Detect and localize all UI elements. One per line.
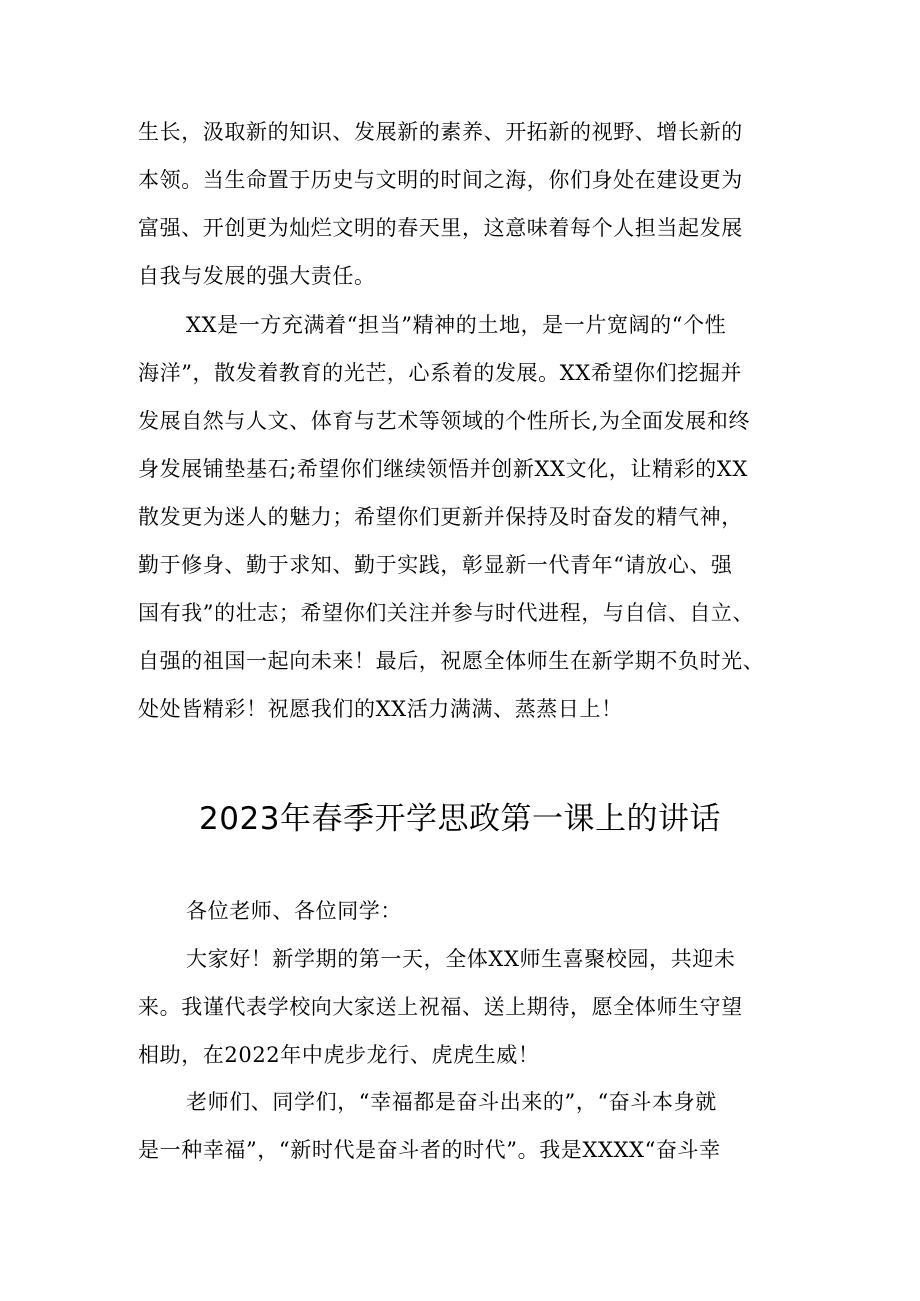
text-line: 来。我谨代表学校向大家送上祝福、送上期待，愿全体师生守望 [138, 995, 743, 1019]
text-line: 各位老师、各位同学： [186, 899, 402, 923]
paragraph-xx-hopes [138, 301, 794, 733]
text-line: 处处皆精彩！祝愿我们的XX活力满满、蒸蒸日上！ [138, 697, 623, 721]
text-line: 大家好！新学期的第一天，全体XX师生喜聚校园，共迎未 [186, 947, 736, 971]
text-line: 生长，汲取新的知识、发展新的素养、开拓新的视野、增长新的 [138, 120, 743, 144]
text-line: 是一种幸福”，“新时代是奋斗者的时代”。我是XXXX“奋斗幸 [138, 1138, 721, 1162]
text-line: 自我与发展的强大责任。 [138, 264, 376, 288]
text-line: 富强、开创更为灿烂文明的春天里，这意味着每个人担当起发展 [138, 216, 743, 240]
text-line: 自强的祖国一起向未来！最后，祝愿全体师生在新学期不负时光、 [138, 649, 765, 673]
greeting-paragraph [138, 887, 794, 935]
paragraph-welcome [138, 935, 794, 1079]
text-line: 本领。当生命置于历史与文明的时间之海，你们身处在建设更为 [138, 168, 743, 192]
text-line: 勤于修身、勤于求知、勤于实践，彰显新一代青年“请放心、强 [138, 553, 733, 577]
section-heading: 2023年春季开学思政第一课上的讲话 [199, 801, 721, 837]
text-line: 国有我”的壮志；希望你们关注并参与时代进程，与自信、自立、 [138, 601, 755, 625]
text-line: XX是一方充满着“担当”精神的土地，是一片宽阔的“个性 [186, 313, 727, 337]
text-line: 海洋”，散发着教育的光芒，心系着的发展。XX希望你们挖掘并 [138, 361, 743, 385]
paragraph-struggle [138, 1078, 794, 1174]
text-line: 老师们、同学们，“幸福都是奋斗出来的”，“奋斗本身就 [186, 1090, 717, 1114]
text-line: 相助，在2022年中虎步龙行、虎虎生威！ [138, 1043, 540, 1067]
text-line: 散发更为迷人的魅力；希望你们更新并保持及时奋发的精气神， [138, 505, 743, 529]
paragraph-continuation [138, 108, 794, 300]
text-line: 身发展铺垫基石;希望你们继续领悟并创新XX文化，让精彩的XX [138, 457, 748, 481]
text-line: 发展自然与人文、体育与艺术等领域的个性所长,为全面发展和终 [138, 409, 751, 433]
